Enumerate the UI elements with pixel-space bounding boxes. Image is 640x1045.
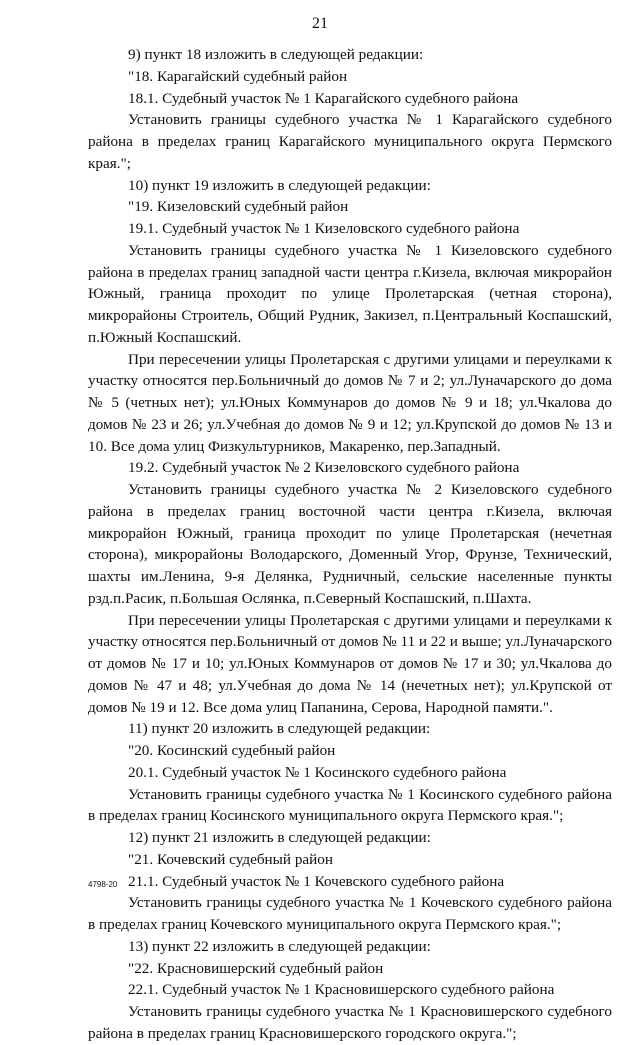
paragraph: Установить границы судебного участка № 1 Кизеловского судебного района в пределах границ западной части центра г.Кизела, включая микрорайон Южный, граница проходит по улице Пролетарская (четная сторона), микрорайоны Строитель, Общий Рудник, Закизел, п.Центральный Коспашский, п.Южный Коспашский.	[88, 241, 612, 346]
paragraph: 11) пункт 20 изложить в следующей редакции:	[128, 720, 431, 738]
paragraph: Установить границы судебного участка № 1 Косинского судебного района в пределах границ Косинского муниципального округа Пермского края.";	[88, 785, 612, 825]
paragraph: 10) пункт 19 изложить в следующей редакции:	[128, 176, 431, 194]
paragraph: Установить границы судебного участка № 1 Красновишерского судебного района в пределах границ Красновишерского городского округа.";	[88, 1003, 612, 1042]
paragraph: 20.1. Судебный участок № 1 Косинского судебного района	[128, 763, 507, 781]
paragraph: "18. Карагайский судебный район	[128, 67, 348, 85]
paragraph: 13) пункт 22 изложить в следующей редакции:	[128, 937, 431, 955]
paragraph: При пересечении улицы Пролетарская с другими улицами и переулками к участку относятся пер.Больничный до домов № 7 и 2; ул.Луначарского до дома № 5 (четных нет); ул.Юных Коммунаров до домов № 9 и 18; ул.Чкалова до домов № 23 и 26; ул.Учебная до домов № 9 и 12; ул.Крупской до домов № 13 и 10. Все дома улиц Физкультурников, Макаренко, пер.Западный.	[88, 350, 612, 455]
paragraph: 9) пункт 18 изложить в следующей редакции:	[128, 46, 424, 63]
paragraph: "21. Кочевский судебный район	[128, 850, 333, 868]
paragraph: 12) пункт 21 изложить в следующей редакции:	[128, 829, 431, 846]
paragraph: 18.1. Судебный участок № 1 Карагайского судебного района	[128, 89, 519, 107]
paragraph: Установить границы судебного участка № 2 Кизеловского судебного района в пределах границ восточной части центра г.Кизела, включая микрорайон Южный, граница проходит по улице Пролетарская (нечетная сторона), микрорайоны Володарского, Доменный Угор, Фрунзе, Технический, шахты им.Ленина, 9-я Делянка, Рудничный, сельские населенные пункты рзд.п.Расик, п.Большая Ослянка, п.Северный Коспашский, п.Шахта.	[88, 481, 612, 607]
paragraph: Установить границы судебного участка № 1 Карагайского судебного района в пределах границ Карагайского муниципального округа Пермского края.";	[88, 111, 612, 172]
paragraph: 22.1. Судебный участок № 1 Красновишерского судебного района	[128, 981, 555, 999]
paragraph: "20. Косинский судебный район	[128, 742, 336, 759]
document-code: 4798-20	[88, 880, 118, 889]
paragraph: "19. Кизеловский судебный район	[128, 198, 349, 216]
paragraph: "22. Красновишерский судебный район	[128, 959, 384, 977]
paragraph: При пересечении улицы Пролетарская с другими улицами и переулками к участку относятся пер.Больничный от домов № 11 и 22 и выше; ул.Луначарского от домов № 17 и 10; ул.Юных Коммунаров от домов № 17 и 30; ул.Чкалова до домов № 47 и 48; ул.Учебная до дома № 14 (нечетных нет); ул.Крупской от домов № 19 и 12. Все дома улиц Папанина, Серова, Народной памяти.".	[88, 611, 612, 716]
paragraph: Установить границы судебного участка № 1 Кочевского судебного района в пределах границ Кочевского муниципального округа Пермского края.";	[88, 894, 612, 933]
document-body	[88, 44, 612, 1045]
paragraph: 21.1. Судебный участок № 1 Кочевского судебного района	[128, 872, 505, 890]
paragraph: 19.2. Судебный участок № 2 Кизеловского судебного района	[128, 459, 520, 477]
page-number: 21	[312, 15, 328, 32]
paragraph: 19.1. Судебный участок № 1 Кизеловского судебного района	[128, 220, 520, 237]
